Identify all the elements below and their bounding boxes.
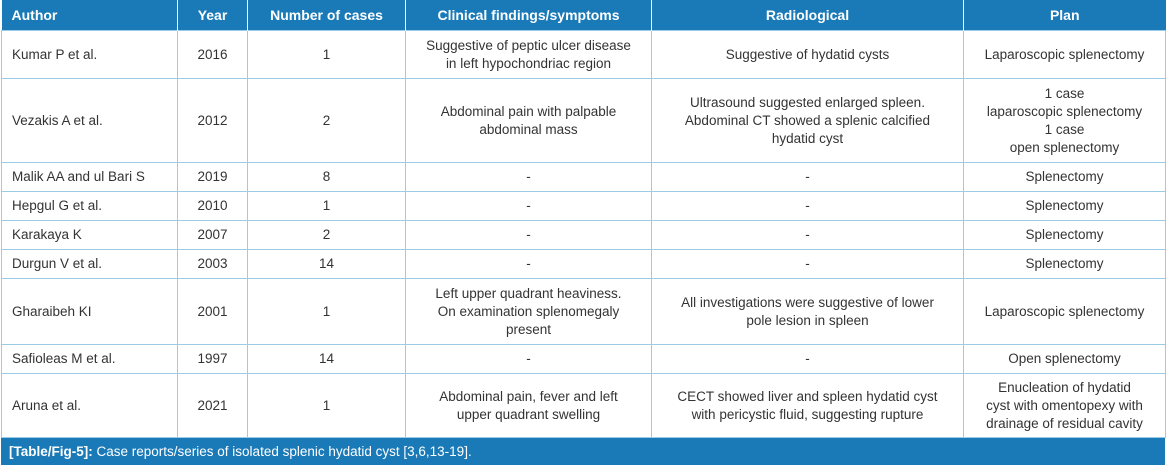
cell-cases: 14 — [248, 345, 406, 374]
table-row — [2, 345, 1166, 374]
cell-radiological: - — [652, 163, 964, 192]
cell-cases: 1 — [248, 374, 406, 438]
cell-author: Karakaya K — [2, 221, 178, 250]
cell-cases: 1 — [248, 279, 406, 345]
table-row — [2, 374, 1166, 438]
header-number-of-cases: Number of cases — [248, 0, 406, 31]
cell-plan: 1 case laparoscopic splenectomy 1 case open splenectomy — [964, 79, 1166, 163]
cell-clinical: Suggestive of peptic ulcer disease in left hypochondriac region — [406, 31, 652, 79]
cell-year: 1997 — [178, 345, 248, 374]
table-row — [2, 163, 1166, 192]
table-row — [2, 31, 1166, 79]
cell-author: Hepgul G et al. — [2, 192, 178, 221]
cell-radiological: - — [652, 192, 964, 221]
cell-cases: 2 — [248, 221, 406, 250]
cell-clinical: - — [406, 345, 652, 374]
cell-plan: Laparoscopic splenectomy — [964, 279, 1166, 345]
cell-radiological: - — [652, 221, 964, 250]
caption-label: [Table/Fig-5]: — [9, 444, 93, 459]
cell-plan: Enucleation of hydatid cyst with omentopexy with drainage of residual cavity — [964, 374, 1166, 438]
table-figure — [1, 0, 1165, 465]
header-year: Year — [178, 0, 248, 31]
cell-plan: Splenectomy — [964, 192, 1166, 221]
cell-author: Gharaibeh KI — [2, 279, 178, 345]
cell-cases: 1 — [248, 31, 406, 79]
cell-author: Kumar P et al. — [2, 31, 178, 79]
cell-author: Safioleas M et al. — [2, 345, 178, 374]
cell-plan: Splenectomy — [964, 221, 1166, 250]
cell-year: 2003 — [178, 250, 248, 279]
header-radiological: Radiological — [652, 0, 964, 31]
cell-plan: Splenectomy — [964, 163, 1166, 192]
cell-year: 2001 — [178, 279, 248, 345]
table-header-row — [2, 0, 1166, 31]
cell-plan: Laparoscopic splenectomy — [964, 31, 1166, 79]
table-row — [2, 250, 1166, 279]
table-row — [2, 79, 1166, 163]
table-caption — [1, 438, 1165, 465]
cell-year: 2021 — [178, 374, 248, 438]
cell-clinical: Left upper quadrant heaviness. On examination splenomegaly present — [406, 279, 652, 345]
cell-radiological: - — [652, 345, 964, 374]
table-row — [2, 192, 1166, 221]
header-clinical-findings: Clinical findings/symptoms — [406, 0, 652, 31]
cell-radiological: All investigations were suggestive of lower pole lesion in spleen — [652, 279, 964, 345]
cell-cases: 14 — [248, 250, 406, 279]
cell-plan: Open splenectomy — [964, 345, 1166, 374]
cell-clinical: - — [406, 250, 652, 279]
cell-author: Malik AA and ul Bari S — [2, 163, 178, 192]
header-plan: Plan — [964, 0, 1166, 31]
cell-radiological: CECT showed liver and spleen hydatid cyst with pericystic fluid, suggesting rupture — [652, 374, 964, 438]
cell-clinical: - — [406, 221, 652, 250]
cell-author: Aruna et al. — [2, 374, 178, 438]
cell-author: Durgun V et al. — [2, 250, 178, 279]
caption-text: Case reports/series of isolated splenic hydatid cyst [3,6,13-19]. — [92, 444, 472, 459]
table-row — [2, 279, 1166, 345]
cell-year: 2016 — [178, 31, 248, 79]
cell-year: 2012 — [178, 79, 248, 163]
cell-author: Vezakis A et al. — [2, 79, 178, 163]
cell-radiological: Ultrasound suggested enlarged spleen. Abdominal CT showed a splenic calcified hydatid cyst — [652, 79, 964, 163]
cell-radiological: Suggestive of hydatid cysts — [652, 31, 964, 79]
cell-clinical: Abdominal pain with palpable abdominal mass — [406, 79, 652, 163]
cell-year: 2010 — [178, 192, 248, 221]
cell-cases: 2 — [248, 79, 406, 163]
cell-cases: 8 — [248, 163, 406, 192]
cell-cases: 1 — [248, 192, 406, 221]
cell-clinical: - — [406, 192, 652, 221]
cell-radiological: - — [652, 250, 964, 279]
cell-clinical: - — [406, 163, 652, 192]
case-reports-table — [1, 0, 1166, 438]
cell-clinical: Abdominal pain, fever and left upper quadrant swelling — [406, 374, 652, 438]
cell-year: 2007 — [178, 221, 248, 250]
header-author: Author — [2, 0, 178, 31]
cell-plan: Splenectomy — [964, 250, 1166, 279]
table-row — [2, 221, 1166, 250]
cell-year: 2019 — [178, 163, 248, 192]
